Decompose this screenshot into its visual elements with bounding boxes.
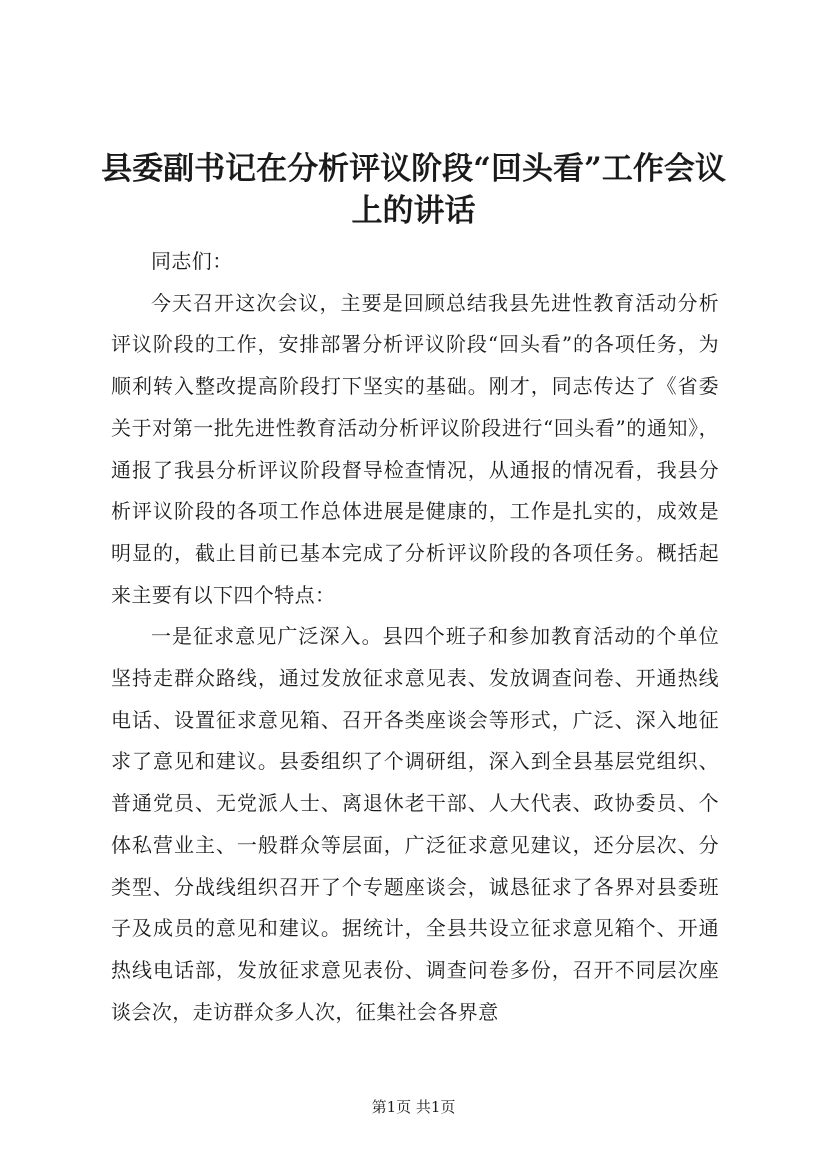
paragraph-point-one: 一是征求意见广泛深入。县四个班子和参加教育活动的个单位坚持走群众路线，通过发放征求意见表、发放调查问卷、开通热线电话、设置征求意见箱、召开各类座谈会等形式，广泛、深入地征求了意见和建议。县委组织了个调研组，深入到全县基层党组织、普通党员、无党派人士、离退休老干部、人大代表、政协委员、个体私营业主、一般群众等层面，广泛征求意见建议，还分层次、分类型、分战线组织召开了个专题座谈会，诚恳征求了各界对县委班子及成员的意见和建议。据统计，全县共设立征求意见箱个、开通热线电话部，发放征求意见表份、调查问卷多份，召开不同层次座谈会次，走访群众多人次，征集社会各界意 [111,624,719,1024]
document-body [111,241,719,1033]
salutation: 同志们： [151,249,233,273]
paragraph-intro: 今天召开这次会议，主要是回顾总结我县先进性教育活动分析评议阶段的工作，安排部署分析评议阶段“回头看”的各项任务，为顺利转入整改提高阶段打下坚实的基础。刚才，同志传达了《省委关于对第一批先进性教育活动分析评议阶段进行“回头看”的通知》，通报了我县分析评议阶段督导检查情况，从通报的情况看，我县分析评议阶段的各项工作总体进展是健康的，工作是扎实的，成效是明显的，截止目前已基本完成了分析评议阶段的各项任务。概括起来主要有以下四个特点： [111,290,719,607]
page-number-footer: 第1页 共1页 [371,1098,456,1116]
document-title: 县委副书记在分析评议阶段“回头看”工作会议上的讲话 [101,151,726,229]
